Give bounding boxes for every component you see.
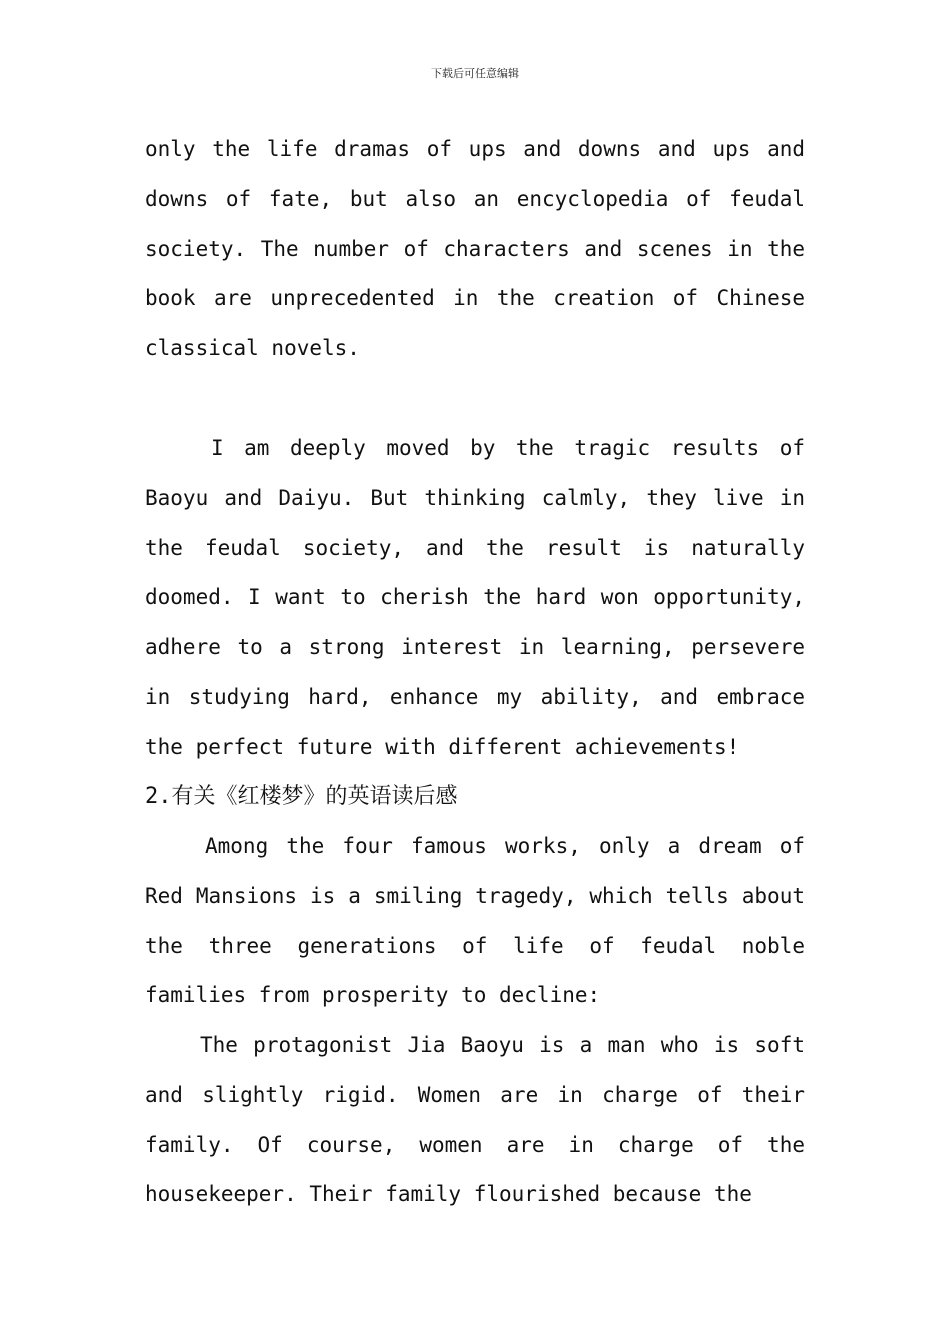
paragraph-reflection [145,424,805,773]
paragraph-text: only the life dramas of ups and downs and ups and downs of fate, but also an encyclopedia of feudal society. The number of characters and scenes in the book are unprecedented in the creation of Chinese classical novels. [145,137,805,361]
paragraph-text: Among the four famous works, only a dream of Red Mansions is a smiling tragedy, which tells about the three generations of life of feudal noble families from prosperity to decline: [145,834,805,1008]
paragraph-protagonist [145,1021,805,1220]
section-heading: 2.有关《红楼梦》的英语读后感 [145,784,458,809]
paragraph-continued [145,125,805,374]
paragraph-text: The protagonist Jia Baoyu is a man who is soft and slightly rigid. Women are in charge of their family. Of course, women are in charge of the housekeeper. Their family flourished because the [145,1033,805,1207]
page-header: 下载后可任意编辑 [431,67,519,80]
paragraph-intro [145,822,805,1021]
paragraph-text: I am deeply moved by the tragic results of Baoyu and Daiyu. But thinking calmly, they live in the feudal society, and the result is naturally doomed. I want to cherish the hard won opportunity, adhere to a strong interest in learning, persevere in studying hard, enhance my ability, and embrace the perfect future with different achievements! [145,436,805,759]
